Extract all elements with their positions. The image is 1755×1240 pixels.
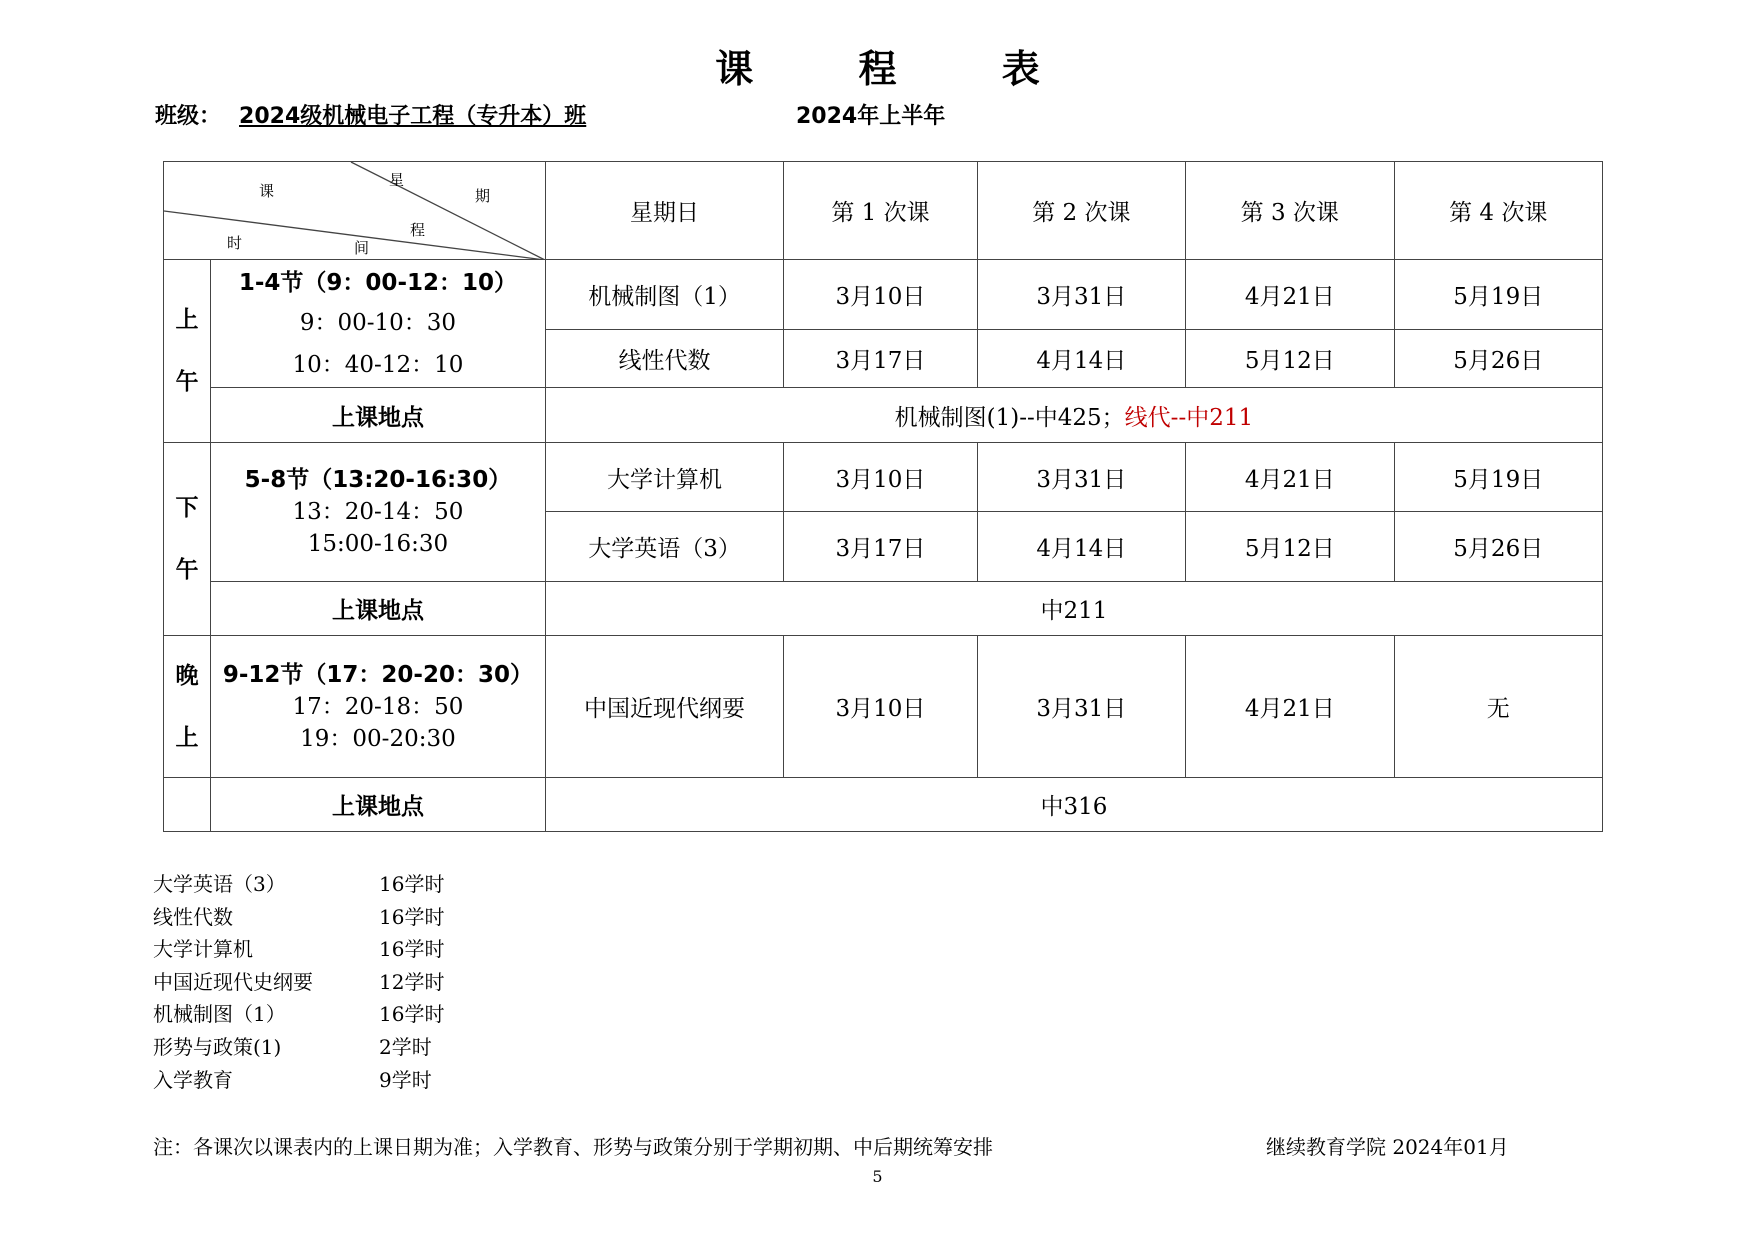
schedule-table <box>163 161 1603 832</box>
period-evening: 晚 上 <box>164 636 211 778</box>
course-name: 中国近现代纲要 <box>545 636 783 778</box>
course-date: 3月10日 <box>784 636 977 778</box>
footnote: 注：各课次以课表内的上课日期为准；入学教育、形势与政策分别于学期初期、中后期统筹安排 <box>153 1135 993 1159</box>
morning-time-head: 1-4节（9：00-12：10） <box>238 269 517 296</box>
afternoon-time-1: 13：20-14：50 <box>292 499 464 525</box>
course-date: 4月21日 <box>1186 636 1394 778</box>
evening-time-cell <box>211 636 546 778</box>
course-date: 5月26日 <box>1394 330 1603 388</box>
morning-time-1: 9：00-10：30 <box>299 309 457 336</box>
course-date: 无 <box>1394 636 1603 778</box>
afternoon-time-cell <box>211 443 546 582</box>
location-label: 上课地点 <box>211 582 546 636</box>
course-name: 大学英语（3） <box>545 512 783 582</box>
list-item: 入学教育 9学时 <box>153 1067 432 1092</box>
empty-cell <box>164 778 211 832</box>
course-date: 5月12日 <box>1186 512 1394 582</box>
list-item: 机械制图（1） 16学时 <box>153 1002 445 1027</box>
list-item: 中国近现代史纲要 12学时 <box>153 969 445 994</box>
credit-hours-list <box>153 868 444 1096</box>
diag-week-2: 期 <box>475 187 491 205</box>
header-session-1: 第 1 次课 <box>784 162 977 260</box>
header-weekday: 星期日 <box>545 162 783 260</box>
course-date: 5月12日 <box>1186 330 1394 388</box>
course-date: 4月21日 <box>1186 443 1394 512</box>
location-label: 上课地点 <box>211 388 546 443</box>
morning-time-cell <box>211 260 546 388</box>
course-name: 大学计算机 <box>545 443 783 512</box>
evening-time-2: 19：00-20:30 <box>300 725 456 752</box>
header-session-3: 第 3 次课 <box>1186 162 1394 260</box>
evening-time-1: 17：20-18：50 <box>292 693 464 720</box>
table-row <box>164 260 1603 330</box>
table-row <box>164 443 1603 512</box>
header-row <box>164 162 1603 260</box>
diag-course-2: 程 <box>410 221 426 239</box>
class-name: 2024级机械电子工程（专升本）班 <box>239 104 587 129</box>
diag-course-1: 课 <box>259 182 275 200</box>
diag-week-1: 星 <box>389 171 405 189</box>
class-line <box>155 99 586 130</box>
evening-location: 中316 <box>545 778 1602 832</box>
page-title: 课 程 表 <box>715 47 1086 91</box>
course-date: 5月19日 <box>1394 260 1603 330</box>
period-afternoon: 下 午 <box>164 443 211 636</box>
diag-time-1: 时 <box>227 234 243 252</box>
diag-time-2: 间 <box>354 239 370 257</box>
course-name: 线性代数 <box>545 330 783 388</box>
course-date: 5月26日 <box>1394 512 1603 582</box>
list-item: 大学计算机 16学时 <box>153 937 445 962</box>
table-row <box>164 778 1603 832</box>
afternoon-time-2: 15:00-16:30 <box>307 531 449 557</box>
course-date: 3月10日 <box>784 260 977 330</box>
morning-location-red: 线代--中211 <box>1124 404 1254 431</box>
evening-time-head: 9-12节（17：20-20：30） <box>222 661 533 688</box>
course-date: 3月31日 <box>977 260 1185 330</box>
page-number: 5 <box>872 1167 883 1186</box>
list-item: 大学英语（3） 16学时 <box>153 872 445 896</box>
course-date: 4月21日 <box>1186 260 1394 330</box>
afternoon-location: 中211 <box>545 582 1602 636</box>
list-item: 形势与政策(1) 2学时 <box>153 1034 432 1059</box>
header-session-2: 第 2 次课 <box>977 162 1185 260</box>
list-item: 线性代数 16学时 <box>153 904 445 929</box>
course-date: 4月14日 <box>977 330 1185 388</box>
header-session-4: 第 4 次课 <box>1394 162 1603 260</box>
issuer-date: 继续教育学院 2024年01月 <box>1266 1135 1509 1159</box>
table-row <box>164 582 1603 636</box>
table-row <box>164 388 1603 443</box>
course-date: 3月31日 <box>977 636 1185 778</box>
course-date: 3月10日 <box>784 443 977 512</box>
period-morning: 上 午 <box>164 260 211 443</box>
semester: 2024年上半年 <box>796 104 946 129</box>
diagonal-header-cell <box>164 162 546 260</box>
course-date: 4月14日 <box>977 512 1185 582</box>
class-label: 班级： <box>155 104 222 129</box>
course-date: 3月17日 <box>784 330 977 388</box>
course-date: 3月17日 <box>784 512 977 582</box>
morning-location: 机械制图(1)--中425；线代--中211 <box>545 388 1602 443</box>
location-label: 上课地点 <box>211 778 546 832</box>
course-date: 3月31日 <box>977 443 1185 512</box>
morning-time-2: 10：40-12：10 <box>292 351 464 378</box>
course-date: 5月19日 <box>1394 443 1603 512</box>
afternoon-time-head: 5-8节（13:20-16:30） <box>244 467 512 493</box>
table-row <box>164 636 1603 778</box>
course-name: 机械制图（1） <box>545 260 783 330</box>
